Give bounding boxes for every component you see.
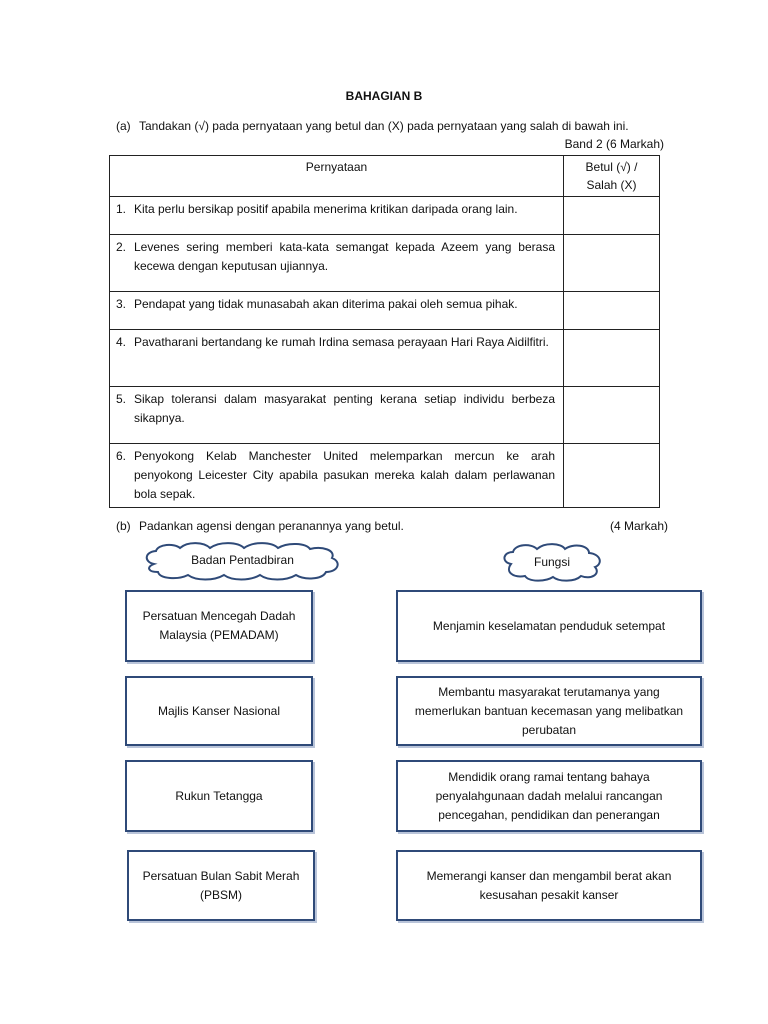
answer-cell[interactable] — [564, 235, 660, 292]
statement-cell: 6. Penyokong Kelab Manchester United melemparkan mercun ke arah penyokong Leicester City apabila pasukan mereka kalah dalam perlawanan bola sepak. — [110, 444, 564, 508]
agency-label: Persatuan Mencegah Dadah Malaysia (PEMADAM) — [142, 609, 296, 642]
function-label: Membantu masyarakat terutamanya yang memerlukan bantuan kecemasan yang melibatkan perubatan — [414, 684, 684, 737]
function-box-kanser[interactable] — [396, 850, 702, 921]
table-row — [110, 292, 660, 330]
answer-cell[interactable] — [564, 444, 660, 508]
part-a-band: Band 2 (6 Markah) — [564, 137, 664, 151]
agency-label: Majlis Kanser Nasional — [157, 703, 281, 718]
header-answer: Betul (√) / Salah (X) — [564, 156, 660, 197]
statement-cell: 4. Pavatharani bertandang ke rumah Irdina semasa perayaan Hari Raya Aidilfitri. — [110, 330, 564, 387]
section-title: BAHAGIAN B — [345, 89, 423, 103]
right-heading-text: Fungsi — [533, 555, 571, 569]
statement-cell: 5. Sikap toleransi dalam masyarakat penting kerana setiap individu berbeza sikapnya. — [110, 387, 564, 444]
agency-box-majlis-kanser[interactable] — [125, 676, 313, 746]
answer-cell[interactable] — [564, 387, 660, 444]
part-b-label: (b) — [116, 519, 131, 533]
left-heading-cloud — [140, 540, 345, 582]
agency-box-pemadam[interactable] — [125, 590, 313, 662]
statement-cell: 2. Levenes sering memberi kata-kata semangat kepada Azeem yang berasa kecewa dengan keputusan ujiannya. — [110, 235, 564, 292]
statement-table — [109, 155, 660, 508]
agency-label: Rukun Tetangga — [175, 788, 263, 803]
function-label: Menjamin keselamatan penduduk setempat — [432, 618, 666, 633]
statement-cell: 1. Kita perlu bersikap positif apabila menerima kritikan daripada orang lain. — [110, 197, 564, 235]
part-a-instruction: Tandakan (√) pada pernyataan yang betul dan (X) pada pernyataan yang salah di bawah ini. — [139, 119, 629, 133]
table-row — [110, 444, 660, 508]
agency-box-pbsm[interactable] — [127, 850, 315, 921]
agency-label: Persatuan Bulan Sabit Merah (PBSM) — [142, 868, 300, 902]
left-heading-text: Badan Pentadbiran — [191, 553, 294, 567]
agency-box-rukun-tetangga[interactable] — [125, 760, 313, 832]
part-b-marks: (4 Markah) — [609, 519, 668, 533]
table-row — [110, 387, 660, 444]
function-box-kecemasan[interactable] — [396, 676, 702, 746]
table-row — [110, 330, 660, 387]
function-label: Memerangi kanser dan mengambil berat akan kesusahan pesakit kanser — [426, 868, 672, 902]
statement-cell: 3. Pendapat yang tidak munasabah akan diterima pakai oleh semua pihak. — [110, 292, 564, 330]
table-row — [110, 197, 660, 235]
function-label: Mendidik orang ramai tentang bahaya penyalahgunaan dadah melalui rancangan pencegahan, pendidikan dan penerangan — [435, 769, 663, 822]
answer-cell[interactable] — [564, 330, 660, 387]
function-box-dadah[interactable] — [396, 760, 702, 832]
part-b-instruction: Padankan agensi dengan peranannya yang betul. — [139, 519, 404, 533]
answer-cell[interactable] — [564, 197, 660, 235]
function-box-keselamatan[interactable] — [396, 590, 702, 662]
right-heading-cloud — [499, 542, 605, 582]
table-row — [110, 235, 660, 292]
part-a-label: (a) — [116, 119, 131, 133]
header-statement: Pernyataan — [110, 156, 564, 197]
answer-cell[interactable] — [564, 292, 660, 330]
